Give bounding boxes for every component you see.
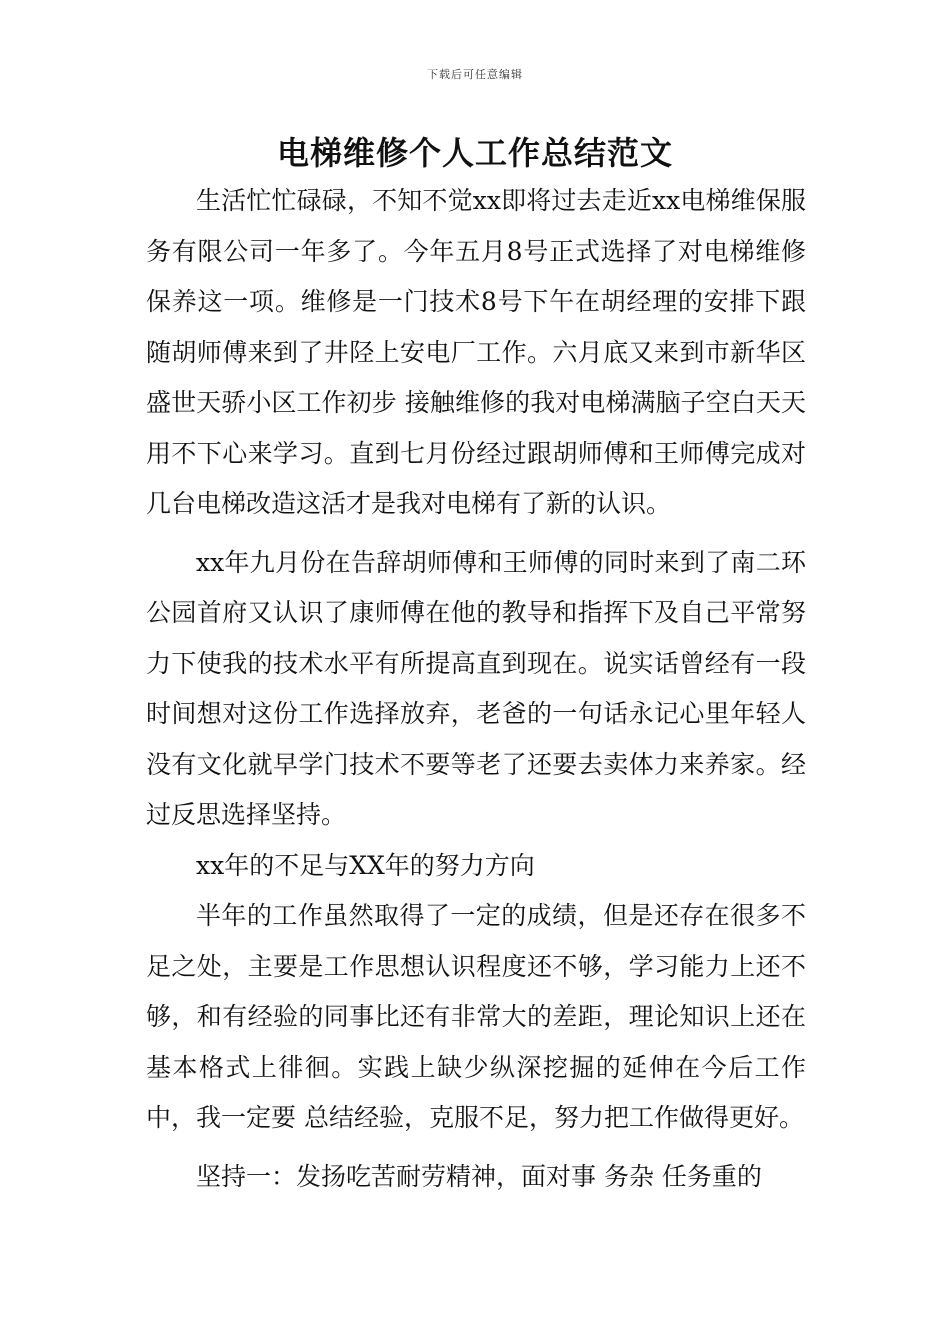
- paragraph-intro: 生活忙忙碌碌，不知不觉xx即将过去走近xx电梯维保服务有限公司一年多了。今年五月8号正式选择了对电梯维修保养这一项。维修是一门技术8号下午在胡经理的安排下跟随胡师傅来到了井陉上安电厂工作。六月底又来到市新华区盛世天骄小区工作初步 接触维修的我对电梯满脑子空白天天用不下心来学习。直到七月份经过跟胡师傅和王师傅完成对几台电梯改造这活才是我对电梯有了新的认识。: [146, 186, 806, 518]
- document-body: [146, 176, 806, 1202]
- paragraph-persist-one: 坚持一：发扬吃苦耐劳精神，面对事 务杂 任务重的: [196, 1161, 762, 1191]
- header-note: 下载后可任意编辑: [427, 68, 523, 81]
- paragraph-september: xx年九月份在告辞胡师傅和王师傅的同时来到了南二环公园首府又认识了康师傅在他的教导和指挥下及自己平常努力下使我的技术水平有所提高直到现在。说实话曾经有一段时间想对这份工作选择放弃，老爸的一句话永记心里年轻人没有文化就早学门技术不要等老了还要去卖体力来养家。经过反思选择坚持。: [146, 547, 806, 829]
- paragraph-section-heading: xx年的不足与XX年的努力方向: [196, 850, 535, 880]
- paragraph-shortcomings: 半年的工作虽然取得了一定的成绩，但是还存在很多不足之处，主要是工作思想认识程度还不够，学习能力上还不够，和有经验的同事比还有非常大的差距，理论知识上还在基本格式上徘徊。实践上缺少纵深挖掘的延伸在今后工作中，我一定要 总结经验，克服不足，努力把工作做得更好。: [146, 901, 806, 1132]
- document-title: 电梯维修个人工作总结范文: [276, 134, 673, 172]
